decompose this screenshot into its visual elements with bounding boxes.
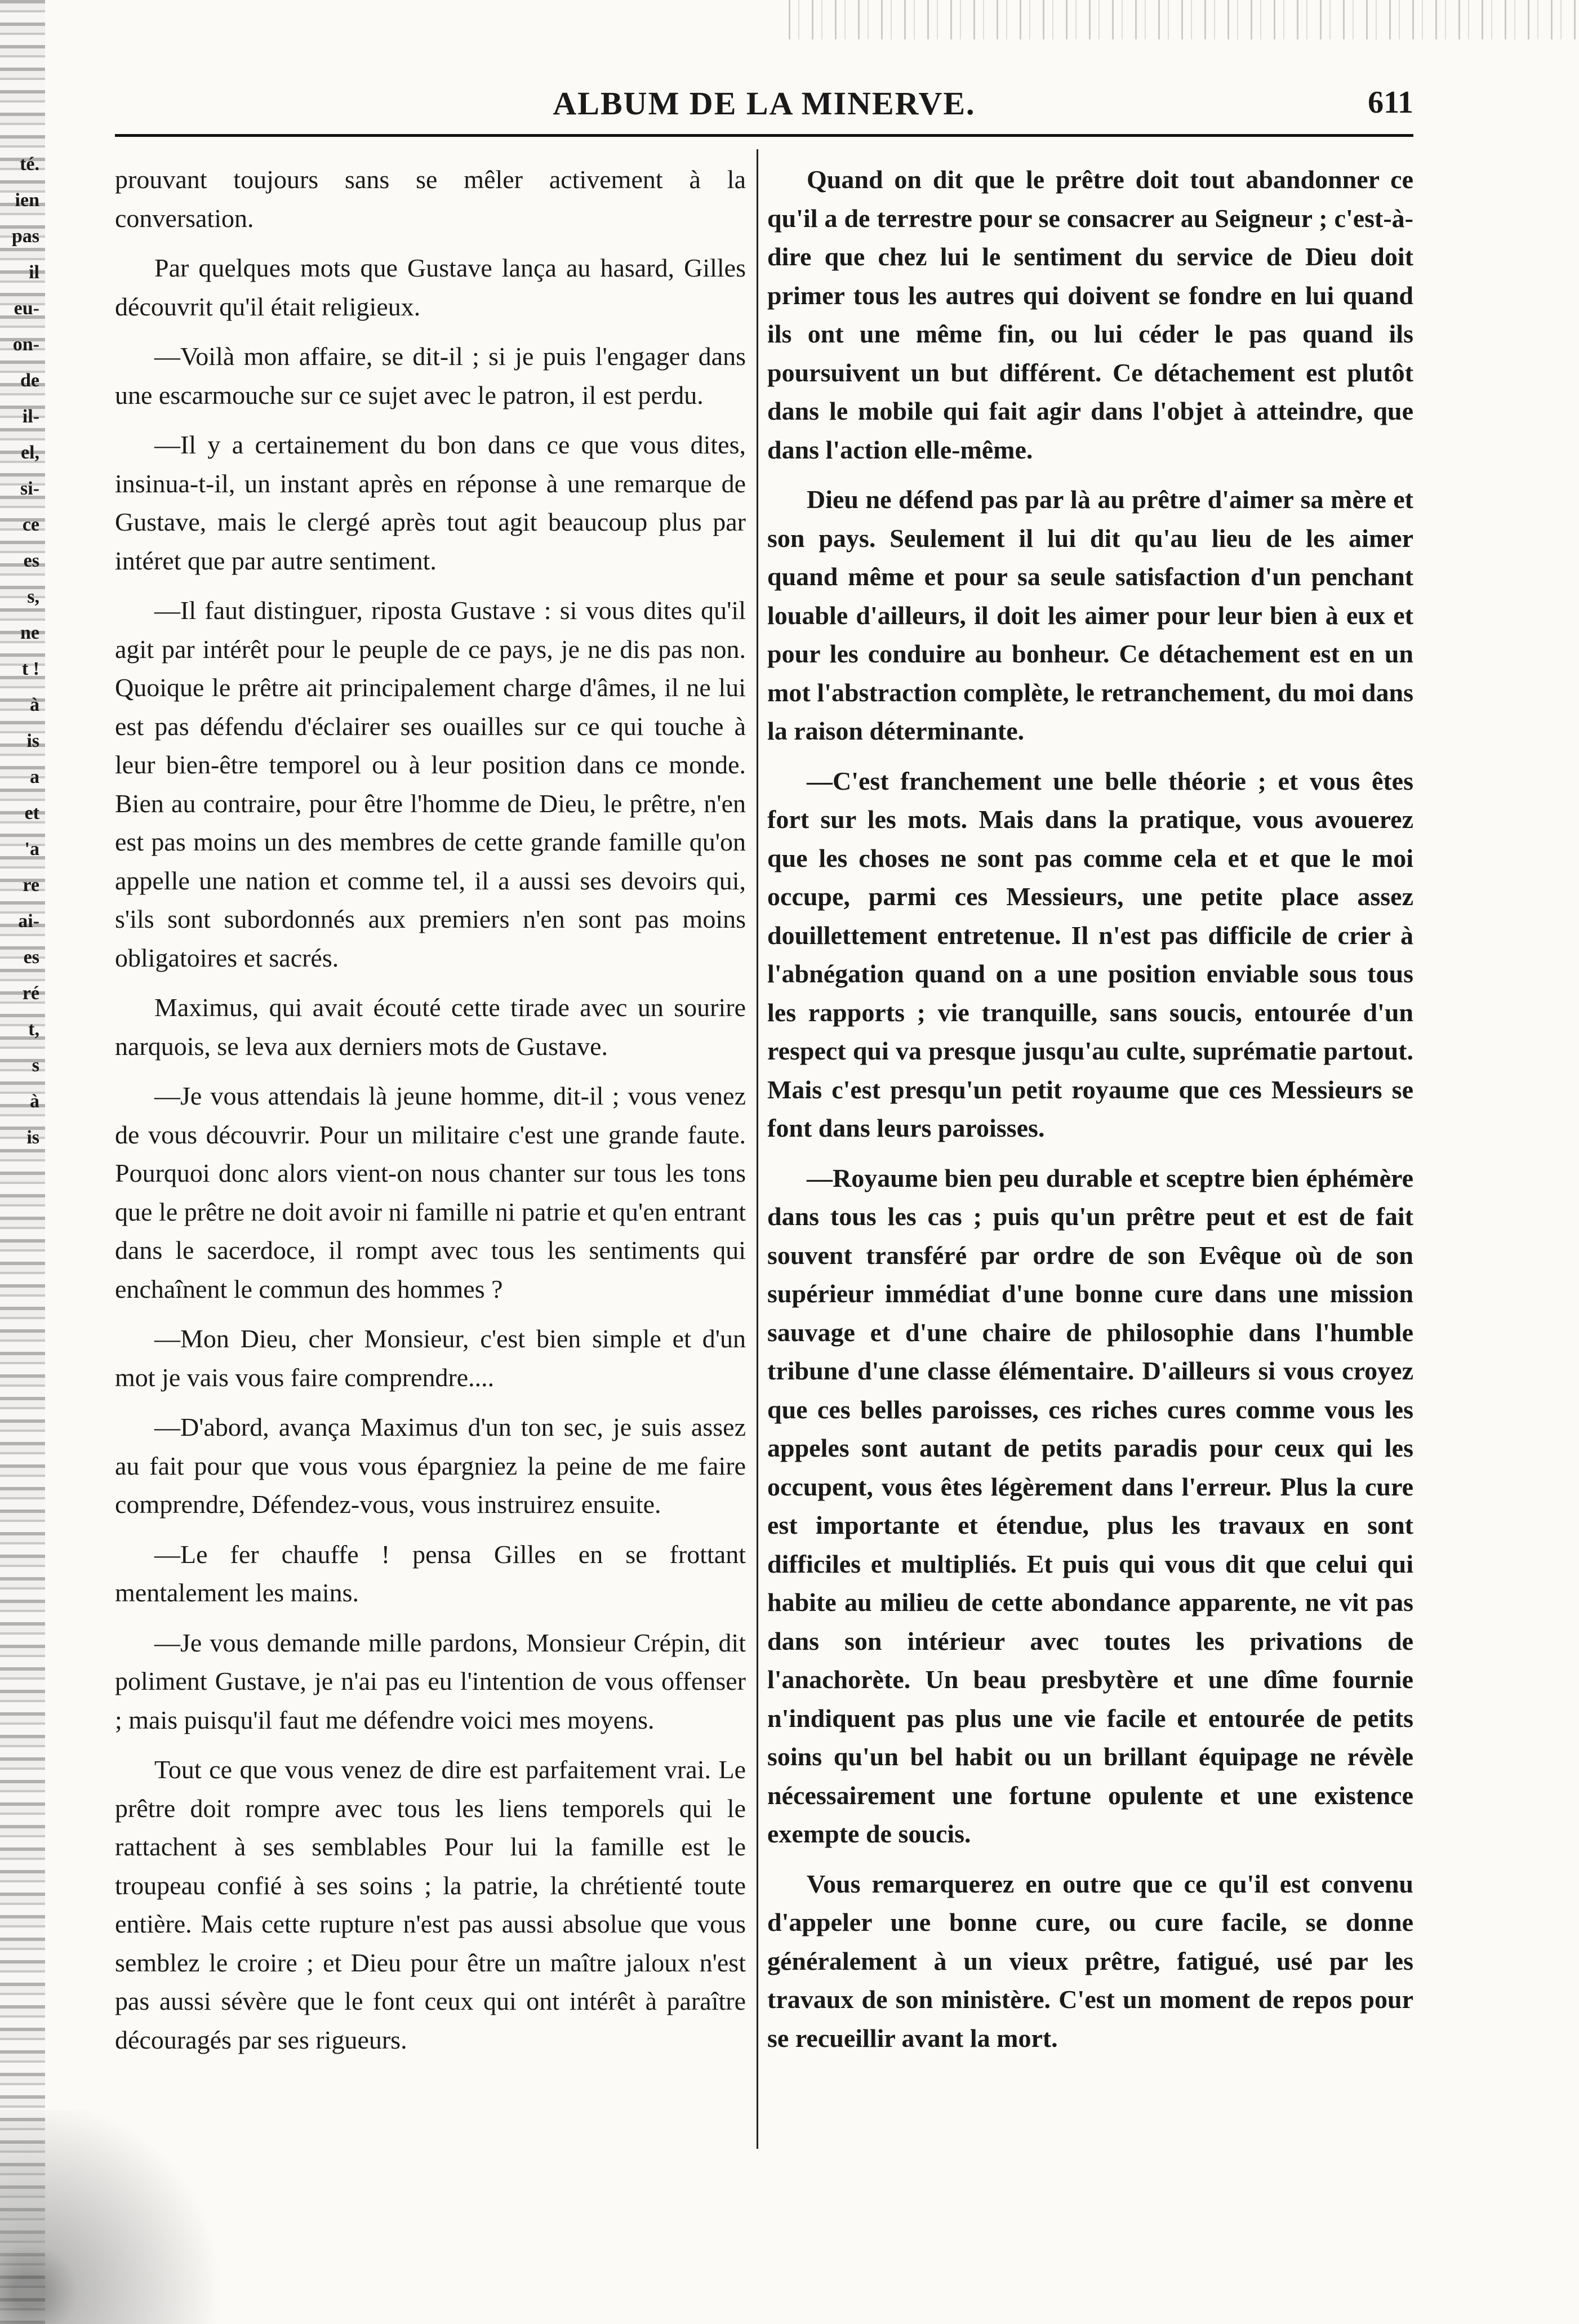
left-column-paragraph: —Le fer chauffe ! pensa Gilles en se frottant mentalement les mains. bbox=[115, 1539, 746, 1607]
margin-fragment: té. bbox=[20, 154, 39, 175]
previous-page-fragments bbox=[0, 146, 39, 1156]
margin-fragment: ce bbox=[22, 514, 39, 535]
right-column-paragraph: —Royaume bien peu durable et sceptre bien éphémère dans tous les cas ; puis qu'un prêtre peut et est de fait souvent transféré par ordre de son Evêque où de son supérieur immédiat d'une bonne cure dans une mission sauvage et d'une chaire de philosophie dans l'humble tribune d'une classe élémentaire. D'ailleurs si vous croyez que ces belles paroisses, ces riches cures comme vous les appeles sont autant de petits paradis pour ceux qui les occupent, vous êtes légèrement dans l'erreur. Plus la cure est importante et étendue, plus les travaux en sont difficiles et multipliés. Et puis qui vous dit que celui qui habite au milieu de cette abondance apparente, ne vit pas dans son intérieur avec toutes les privations de l'anachorète. Un beau presbytère et une dîme fournie n'indiquent pas plus une vie facile et entourée de petits soins qu'un bel habit ou un brillant équipage ne révèle nécessairement une fortune opulente et une existence exempte de soucis. bbox=[767, 1163, 1413, 1848]
journal-title: ALBUM DE LA MINERVE. bbox=[553, 85, 976, 122]
right-column-paragraph: Dieu ne défend pas par là au prêtre d'aimer sa mère et son pays. Seulement il lui dit qu'au lieu de les aimer quand même et pour sa seule satisfaction d'un penchant louable d'ailleurs, il doit les aimer pour leur bien à eux et pour les conduire au bonheur. Ce détachement est en un mot l'abstraction complète, le retranchement, du moi dans la raison déterminante. bbox=[767, 485, 1413, 745]
left-column-paragraph: Tout ce que vous venez de dire est parfaitement vrai. Le prêtre doit rompre avec tous les liens temporels qui le rattachent à ses semblables Pour lui la famille est le troupeau confié à ses soins ; la patrie, la chrétienté toute entière. Mais cette rupture n'est pas aussi absolue que vous semblez le croire ; et Dieu pour être un maître jaloux n'est pas aussi sévère que le font ceux qui ont intérêt à paraître découragés par ses rigueurs. bbox=[115, 1755, 746, 2054]
margin-fragment: t, bbox=[28, 1019, 39, 1040]
margin-fragment: s, bbox=[27, 586, 39, 607]
margin-fragment: à bbox=[30, 1091, 39, 1112]
margin-fragment: on- bbox=[12, 334, 39, 355]
page-header bbox=[115, 84, 1413, 130]
right-column-paragraph: —C'est franchement une belle théorie ; et vous êtes fort sur les mots. Mais dans la pratique, vous avouerez que les choses ne sont pas comme cela et et que le moi occupe, parmi ces Messieurs, une petite place assez douillettement entretenue. Il n'est pas difficile de crier à l'abnégation quand on a une position enviable sous tous les rapports ; vie tranquille, sans soucis, entourée d'un respect qui va presque jusqu'au culte, suprématie partout. Mais c'est presqu'un petit royaume que ces Messieurs se font dans leurs paroisses. bbox=[767, 766, 1413, 1142]
margin-fragment: pas bbox=[11, 226, 39, 247]
left-column-paragraph: prouvant toujours sans se mêler activement à la conversation. bbox=[115, 165, 746, 233]
margin-fragment: si- bbox=[20, 478, 39, 499]
margin-fragment: et bbox=[24, 803, 39, 823]
margin-fragment: ai- bbox=[18, 911, 39, 932]
margin-fragment: à bbox=[30, 694, 39, 715]
margin-fragment: de bbox=[20, 370, 39, 391]
margin-fragment: es bbox=[23, 550, 39, 571]
left-column-paragraph: —Il y a certainement du bon dans ce que vous dites, insinua-t-il, un instant après en réponse à une remarque de Gustave, mais le clergé après tout agit beaucoup plus par intéret que par autre sentiment. bbox=[115, 430, 746, 575]
scan-smudge bbox=[0, 2110, 293, 2324]
margin-fragment: el, bbox=[20, 442, 39, 463]
margin-fragment: il bbox=[29, 262, 39, 283]
margin-fragment: is bbox=[26, 731, 39, 751]
margin-fragment: re bbox=[23, 875, 39, 896]
margin-fragment: eu- bbox=[14, 298, 39, 319]
margin-fragment: a bbox=[30, 767, 39, 787]
header-rule bbox=[115, 134, 1413, 137]
left-column-paragraph: Par quelques mots que Gustave lança au hasard, Gilles découvrit qu'il était religieux. bbox=[115, 253, 746, 321]
page-number: 611 bbox=[1368, 85, 1413, 120]
margin-fragment: is bbox=[26, 1127, 39, 1148]
left-column-paragraph: —Mon Dieu, cher Monsieur, c'est bien simple et d'un mot je vais vous faire comprendre.... bbox=[115, 1324, 746, 1392]
margin-fragment: es bbox=[23, 947, 39, 968]
left-column-paragraph: —Voilà mon affaire, se dit-il ; si je puis l'engager dans une escarmouche sur ce sujet avec le patron, il est perdu. bbox=[115, 342, 746, 409]
margin-fragment: s bbox=[32, 1055, 39, 1076]
margin-fragment: il- bbox=[22, 406, 39, 427]
margin-fragment: t ! bbox=[21, 658, 39, 679]
left-column-paragraph: Maximus, qui avait écouté cette tirade avec un sourire narquois, se leva aux derniers mots de Gustave. bbox=[115, 993, 746, 1061]
right-column-paragraph: Vous remarquerez en outre que ce qu'il est convenu d'appeler une bonne cure, ou cure facile, se donne généralement à un vieux prêtre, fatigué, usé par les travaux de son ministère. C'est un moment de repos pour se recueillir avant la mort. bbox=[767, 1869, 1413, 2053]
left-column-paragraph: —Je vous attendais là jeune homme, dit-il ; vous venez de vous découvrir. Pour un militaire c'est une grande faute. Pourquoi donc alors vient-on nous chanter sur tous les tons que le prêtre ne doit avoir ni famille ni patrie et qu'en entrant dans le sacerdoce, il rompt avec tous les sentiments qui enchaînent le commun des hommes ? bbox=[115, 1081, 746, 1303]
right-column-paragraph: Quand on dit que le prêtre doit tout abandonner ce qu'il a de terrestre pour se consacrer au Seigneur ; c'est-à-dire que chez lui le sentiment du service de Dieu doit primer tous les autres qui doivent se fondre en lui quand ils ont une même fin, ou lui céder le pas quand ils poursuivent un but différent. Ce détachement est plutôt dans le mobile qui fait agir dans l'objet à atteindre, que dans l'action elle-même. bbox=[767, 165, 1413, 464]
left-column-paragraph: —Il faut distinguer, riposta Gustave : si vous dites qu'il agit par intérêt pour le peuple de ce pays, je ne dis pas non. Quoique le prêtre ait principalement charge d'âmes, il ne lui est pas défendu d'éclairer ses ouailles sur ce qui touche à leur bien-être temporel ou à leur position dans ce monde. Bien au contraire, pour être l'homme de Dieu, le prêtre, n'en est pas moins un des membres de cette grande famille qu'on appelle une nation et comme tel, il a aussi ses devoirs qui, s'ils sont subordonnés aux premiers n'en sont pas moins obligatoires et sacrés. bbox=[115, 596, 746, 972]
left-column-paragraph: —Je vous demande mille pardons, Monsieur Crépin, dit poliment Gustave, je n'ai pas eu l'intention de vous offenser ; mais puisqu'il faut me défendre voici mes moyens. bbox=[115, 1628, 746, 1734]
margin-fragment: 'a bbox=[24, 839, 39, 860]
column-divider bbox=[757, 149, 758, 2149]
margin-fragment: ne bbox=[20, 622, 39, 643]
margin-fragment: ien bbox=[15, 190, 39, 211]
right-column bbox=[767, 161, 1413, 2069]
left-column-paragraph: —D'abord, avança Maximus d'un ton sec, je suis assez au fait pour que vous vous épargniez la peine de me faire comprendre, Défendez-vous, vous instruirez ensuite. bbox=[115, 1413, 746, 1519]
left-column bbox=[115, 161, 746, 2071]
scan-speckle bbox=[789, 0, 1579, 39]
margin-fragment: ré bbox=[22, 983, 39, 1004]
